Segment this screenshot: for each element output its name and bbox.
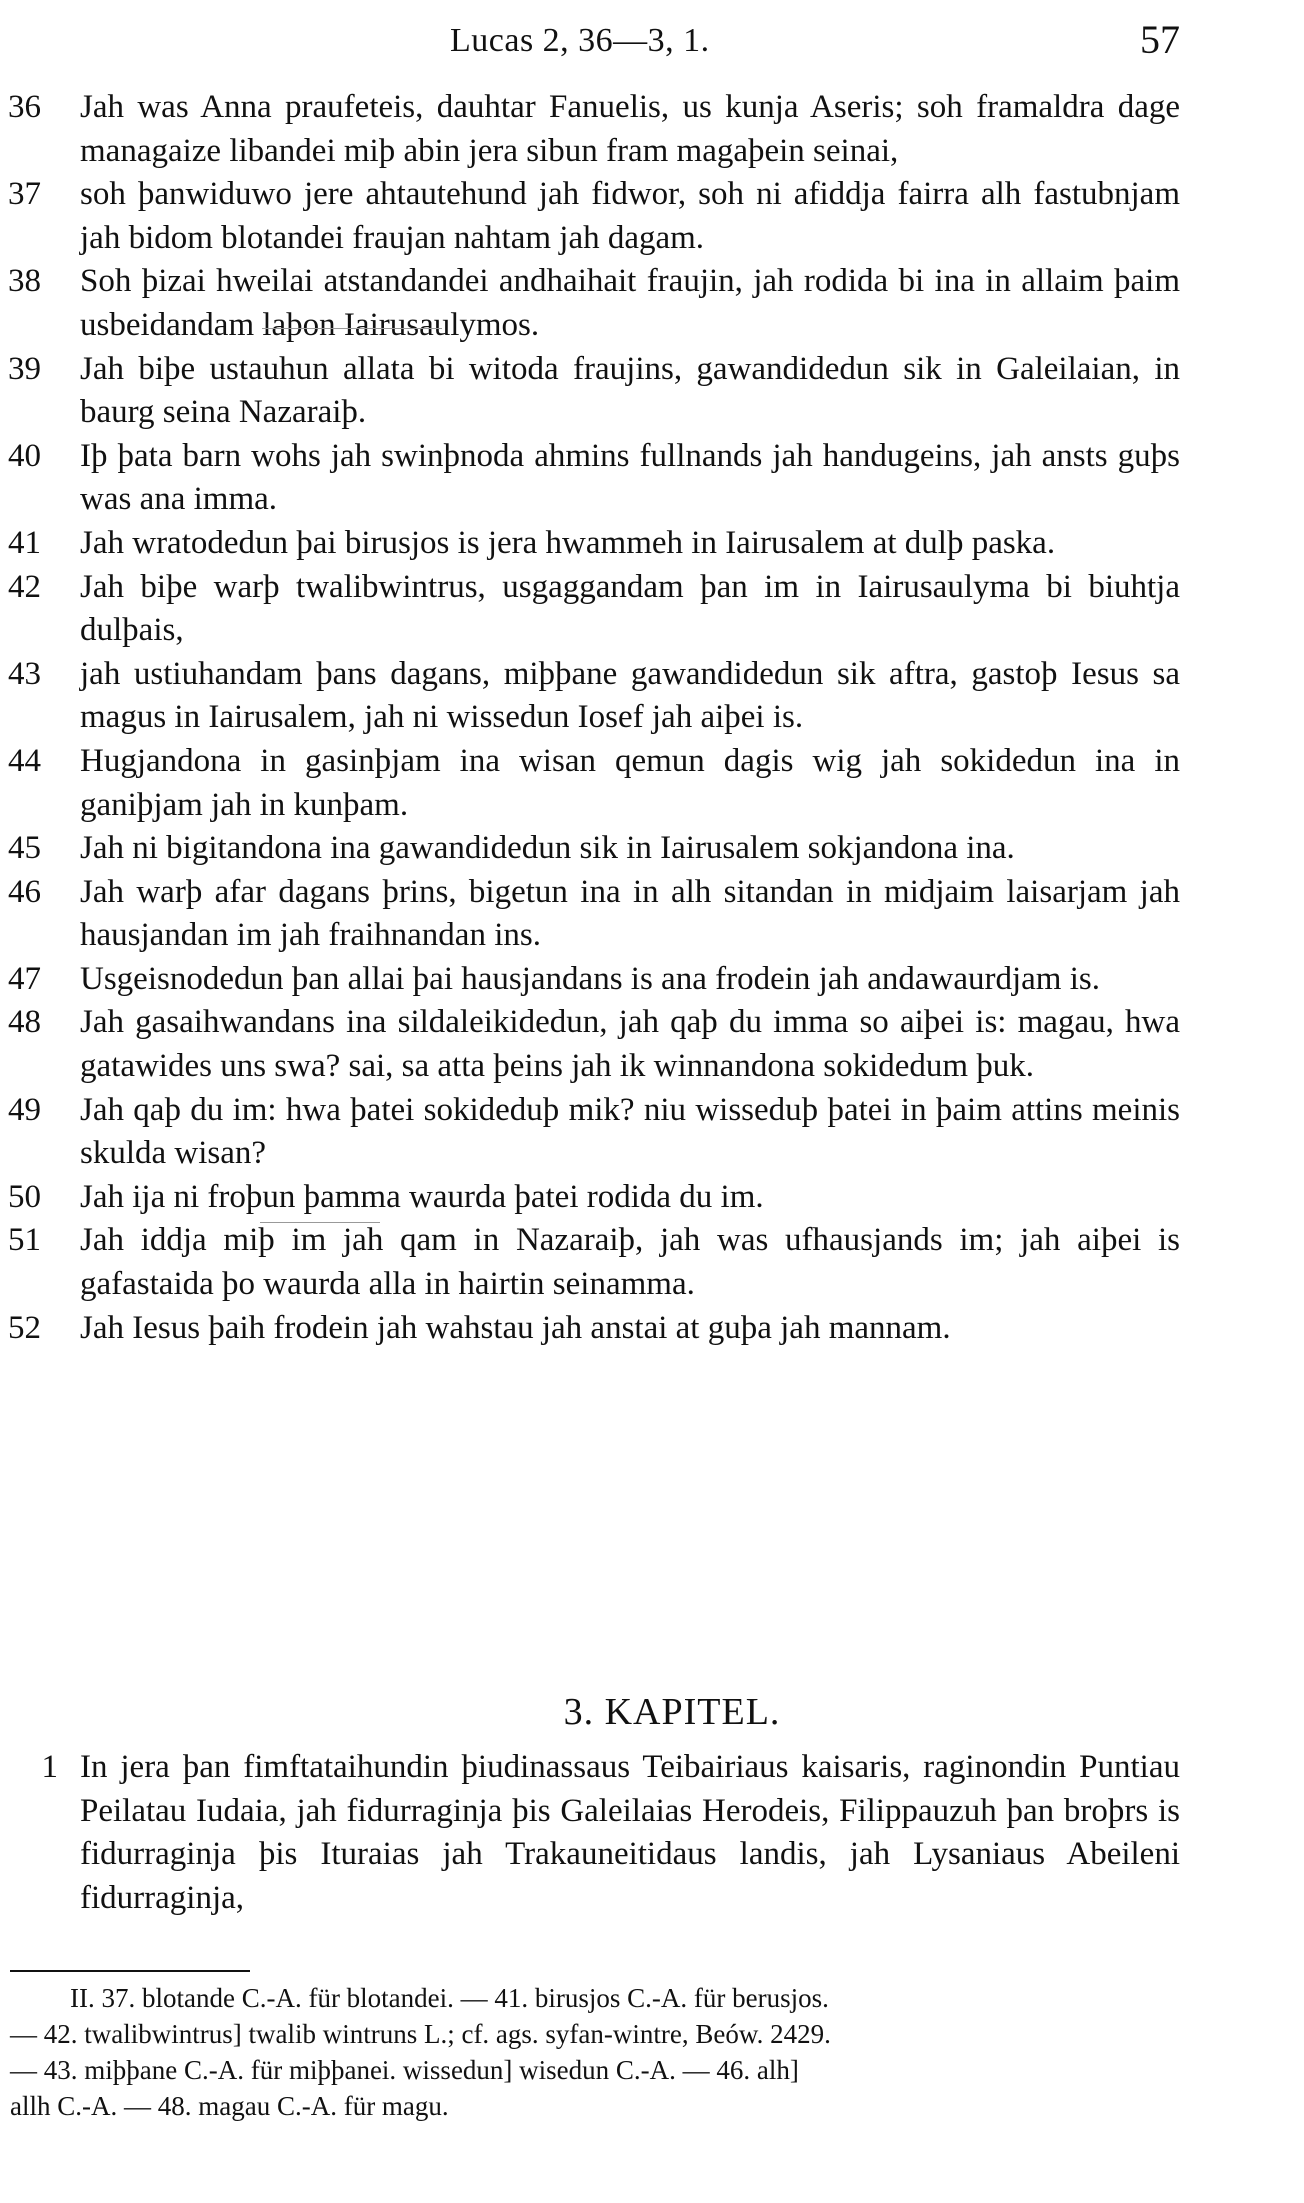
verse-text: Jah biþe warþ twalibwintrus, usgaggandam þan im in Iairusaulyma bi biuhtja dulþais, (80, 568, 1180, 649)
verse-52 (0, 1307, 1304, 1351)
verse-36 (0, 86, 1304, 173)
verse-48 (0, 1001, 1304, 1088)
verse-text: Soh þizai hweilai atstandandei andhaihait fraujin, jah rodida bi ina in allaim þaim usbeidandam laþon Iairusaulymos. (80, 263, 1180, 343)
verse-number: 51 (8, 1222, 41, 1259)
verse-49 (0, 1089, 1304, 1176)
verse-text: Jah ija ni froþun þamma waurda þatei rodida du im. (80, 1178, 764, 1215)
page-number: 57 (1140, 17, 1180, 62)
verse-40 (0, 435, 1304, 522)
verse-number: 52 (8, 1309, 41, 1346)
verse-number: 46 (8, 873, 41, 910)
verse-text: Jah warþ afar dagans þrins, bigetun ina in alh sitandan in midjaim laisarjam jah hausjandan im jah fraihnandan ins. (80, 873, 1180, 954)
verse-39 (0, 348, 1304, 435)
running-head: Lucas 2, 36—3, 1. (450, 22, 710, 59)
verse-text: soh þanwiduwo jere ahtautehund jah fidwor, soh ni afiddja fairra alh fastubnjam jah bidom blotandei fraujan nahtam jah dagam. (80, 176, 1180, 256)
verse-number: 50 (8, 1178, 41, 1215)
verse-text: Jah gasaihwandans ina sildaleikidedun, jah qaþ du imma so aiþei is: magau, hwa gatawides uns swa? sai, sa atta þeins jah ik winnandona sokidedum þuk. (80, 1004, 1180, 1085)
verse-number: 37 (8, 176, 41, 213)
verse-text: Jah was Anna praufeteis, dauhtar Fanuelis, us kunja Aseris; soh framaldra dage managaize libandei miþ abin jera sibun fram magaþein seinai, (80, 89, 1180, 169)
verse-45 (0, 827, 1304, 871)
footnote-line: II. 37. blotande C.-A. für blotandei. — 41. birusjos C.-A. für berusjos. (70, 1983, 829, 2013)
verse-text: Iþ þata barn wohs jah swinþnoda ahmins fullnands jah handugeins, jah ansts guþs was ana imma. (80, 437, 1180, 518)
verse-number: 45 (8, 830, 41, 867)
verse-50 (0, 1176, 1304, 1220)
verse-text: Jah wratodedun þai birusjos is jera hwammeh in Iairusalem at dulþ paska. (80, 524, 1056, 561)
footnote-line: allh C.-A. — 48. magau C.-A. für magu. (10, 2091, 449, 2121)
verse-number: 44 (8, 742, 41, 779)
verse-44 (0, 740, 1304, 827)
verse-text: In jera þan fimftataihundin þiudinassaus Teibairiaus kaisaris, raginondin Puntiau Peilatau Iudaia, jah fidurraginja þis Galeilaias Herodeis, Filippauzuh þan broþrs is fidurraginja þis Ituraias jah Trakauneitidaus landis, jah Lysaniaus Abeileni fidurraginja, (80, 1749, 1180, 1916)
verse-number: 48 (8, 1004, 41, 1041)
verse-47 (0, 958, 1304, 1002)
verse-number: 49 (8, 1091, 41, 1128)
verse-text: Jah biþe ustauhun allata bi witoda fraujins, gawandidedun sik in Galeilaian, in baurg seina Nazaraiþ. (80, 350, 1180, 431)
verse-37 (0, 173, 1304, 260)
page-header (0, 16, 1304, 66)
verse-number: 43 (8, 655, 41, 692)
verse-text: Jah qaþ du im: hwa þatei sokideduþ mik? niu wisseduþ þatei in þaim attins meinis skulda wisan? (80, 1091, 1180, 1172)
verse-38 (0, 260, 1304, 347)
chapter-verse-1 (0, 1746, 1304, 1920)
verse-number: 39 (8, 350, 41, 387)
pencil-underline-mark (260, 1222, 380, 1223)
chapter-heading: 3. KAPITEL. (563, 1691, 781, 1733)
verse-number: 47 (8, 960, 41, 997)
pencil-underline-mark (262, 328, 442, 329)
footnote-line: — 43. miþþane C.-A. für miþþanei. wissedun] wisedun C.-A. — 46. alh] (10, 2055, 799, 2085)
verse-number: 41 (8, 524, 41, 561)
verse-number: 40 (8, 437, 41, 474)
verse-text: Jah ni bigitandona ina gawandidedun sik in Iairusalem sokjandona ina. (80, 830, 1015, 867)
verse-text: Jah Iesus þaih frodein jah wahstau jah anstai at guþa jah mannam. (80, 1309, 951, 1346)
verse-list (0, 86, 1304, 1350)
footnote-line: — 42. twalibwintrus] twalib wintruns L.; cf. ags. syfan-wintre, Beów. 2429. (10, 2019, 831, 2049)
verse-text: Usgeisnodedun þan allai þai hausjandans is ana frodein jah andawaurdjam is. (80, 960, 1100, 997)
verse-51 (0, 1219, 1304, 1306)
verse-number: 1 (41, 1749, 58, 1785)
verse-text: Hugjandona in gasinþjam ina wisan qemun dagis wig jah sokidedun ina in ganiþjam jah in kunþam. (80, 742, 1180, 823)
footnote-divider (10, 1970, 250, 1972)
verse-text: jah ustiuhandam þans dagans, miþþane gawandidedun sik aftra, gastoþ Iesus sa magus in Iairusalem, jah ni wissedun Iosef jah aiþei is. (80, 655, 1180, 736)
verse-43 (0, 653, 1304, 740)
verse-41 (0, 522, 1304, 566)
verse-number: 38 (8, 263, 41, 300)
verse-42 (0, 566, 1304, 653)
chapter-verse-list (0, 1746, 1304, 1920)
verse-text: Jah iddja miþ im jah qam in Nazaraiþ, jah was ufhausjands im; jah aiþei is gafastaida þo waurda alla in hairtin seinamma. (80, 1222, 1180, 1303)
footnotes (10, 1980, 1180, 2124)
verse-number: 36 (8, 89, 41, 125)
verse-number: 42 (8, 568, 41, 605)
verse-46 (0, 871, 1304, 958)
